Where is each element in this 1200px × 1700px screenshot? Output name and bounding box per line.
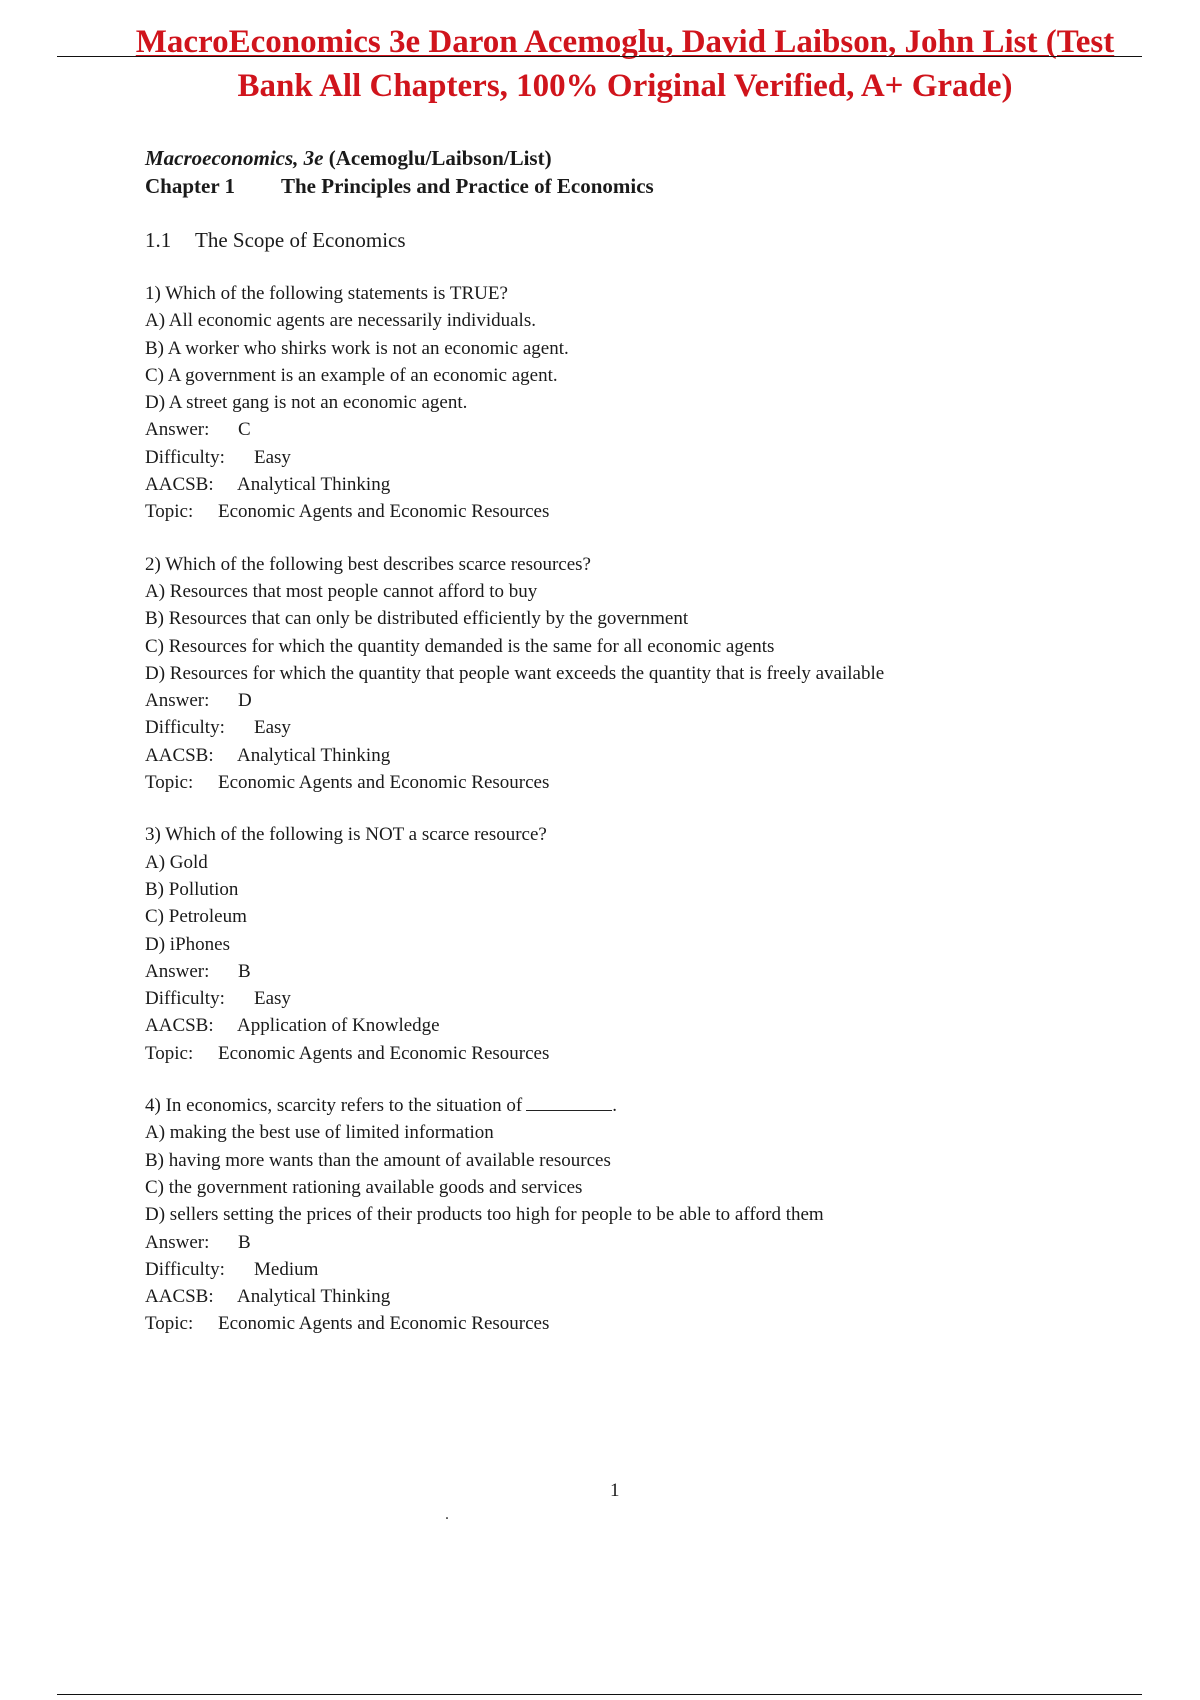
question-stem: 1) Which of the following statements is TRUE? (145, 283, 508, 304)
topic-label: Topic: (145, 772, 194, 794)
aacsb-label: AACSB: (145, 474, 214, 496)
answer-label: Answer: (145, 690, 210, 712)
page-content (145, 144, 1145, 1338)
option-a: A) All economic agents are necessarily individuals. (145, 310, 536, 332)
aacsb-value: Analytical Thinking (237, 744, 391, 766)
option-b: B) A worker who shirks work is not an economic agent. (145, 337, 569, 359)
top-rule (57, 56, 1142, 57)
banner-title-line-1: MacroEconomics 3e Daron Acemoglu, David Laibson, John List (Test (135, 24, 1115, 60)
section-number: 1.1 (145, 228, 172, 252)
question-3 (145, 821, 1145, 1067)
book-authors: (Acemoglu/Laibson/List) (323, 146, 552, 170)
option-d: D) A street gang is not an economic agent. (145, 392, 468, 414)
difficulty-label: Difficulty: (145, 1258, 225, 1280)
difficulty-value: Medium (254, 1258, 319, 1280)
option-d: D) Resources for which the quantity that people want exceeds the quantity that is freely available (145, 662, 885, 684)
aacsb-line (145, 1283, 1145, 1310)
book-title-line (145, 144, 1145, 172)
chapter-heading (145, 172, 1145, 200)
option-a: A) Resources that most people cannot afford to buy (145, 580, 538, 602)
aacsb-line (145, 1012, 1145, 1039)
aacsb-line (145, 742, 1145, 769)
page-number: 1 (610, 1480, 620, 1501)
difficulty-value: Easy (254, 717, 291, 739)
difficulty-label: Difficulty: (145, 988, 225, 1010)
question-2 (145, 551, 1145, 797)
section-title: The Scope of Economics (195, 228, 406, 252)
aacsb-label: AACSB: (145, 1015, 214, 1037)
question-1 (145, 280, 1145, 526)
difficulty-label: Difficulty: (145, 717, 225, 739)
bottom-rule (57, 1694, 1142, 1695)
answer-line (145, 1229, 1145, 1256)
document-banner-title (50, 20, 1200, 108)
topic-value: Economic Agents and Economic Resources (218, 1313, 550, 1335)
topic-line (145, 1310, 1145, 1337)
difficulty-value: Easy (254, 988, 291, 1010)
aacsb-value: Application of Knowledge (237, 1015, 440, 1037)
topic-label: Topic: (145, 501, 194, 523)
topic-label: Topic: (145, 1042, 194, 1064)
question-stem-text: 4) In economics, scarcity refers to the situation of (145, 1095, 523, 1117)
answer-label: Answer: (145, 960, 210, 982)
option-c: C) Petroleum (145, 906, 247, 928)
fill-in-blank (526, 1092, 612, 1111)
answer-label: Answer: (145, 419, 210, 441)
answer-label: Answer: (145, 1231, 210, 1253)
difficulty-line (145, 1256, 1145, 1283)
aacsb-value: Analytical Thinking (237, 474, 391, 496)
answer-value: B (238, 1231, 251, 1253)
option-b: B) Resources that can only be distributed efficiently by the government (145, 608, 689, 630)
question-4 (145, 1092, 1145, 1338)
difficulty-line (145, 444, 1145, 471)
topic-line (145, 1040, 1145, 1067)
section-heading (145, 226, 1145, 254)
aacsb-line (145, 471, 1145, 498)
topic-line (145, 498, 1145, 525)
topic-value: Economic Agents and Economic Resources (218, 772, 550, 794)
aacsb-label: AACSB: (145, 744, 214, 766)
question-stem: 3) Which of the following is NOT a scarce resource? (145, 824, 547, 846)
difficulty-line (145, 714, 1145, 741)
question-stem: 2) Which of the following best describes scarce resources? (145, 553, 591, 575)
banner-title-line-2: Bank All Chapters, 100% Original Verified, A+ Grade) (237, 68, 1013, 104)
answer-line (145, 958, 1145, 985)
difficulty-value: Easy (254, 446, 291, 468)
difficulty-label: Difficulty: (145, 446, 225, 468)
answer-value: B (238, 960, 251, 982)
answer-value: C (238, 419, 251, 441)
topic-value: Economic Agents and Economic Resources (218, 1042, 550, 1064)
book-title: Macroeconomics, 3e (145, 146, 324, 170)
question-stem (145, 1092, 1145, 1119)
option-b: B) Pollution (145, 878, 239, 900)
chapter-number: Chapter 1 (145, 174, 236, 198)
option-c: C) the government rationing available goods and services (145, 1176, 583, 1198)
option-d: D) sellers setting the prices of their products too high for people to be able to afford them (145, 1204, 824, 1226)
question-stem-suffix: . (612, 1095, 617, 1117)
option-c: C) Resources for which the quantity demanded is the same for all economic agents (145, 635, 775, 657)
aacsb-value: Analytical Thinking (237, 1286, 391, 1308)
answer-value: D (238, 690, 252, 712)
topic-value: Economic Agents and Economic Resources (218, 501, 550, 523)
option-a: A) making the best use of limited information (145, 1122, 494, 1144)
aacsb-label: AACSB: (145, 1286, 214, 1308)
difficulty-line (145, 985, 1145, 1012)
answer-line (145, 416, 1145, 443)
option-c: C) A government is an example of an economic agent. (145, 364, 558, 386)
stray-dot: . (445, 1506, 449, 1523)
chapter-title: The Principles and Practice of Economics (281, 174, 654, 198)
answer-line (145, 687, 1145, 714)
topic-label: Topic: (145, 1313, 194, 1335)
option-d: D) iPhones (145, 933, 230, 955)
topic-line (145, 769, 1145, 796)
option-b: B) having more wants than the amount of available resources (145, 1149, 611, 1171)
option-a: A) Gold (145, 851, 208, 873)
